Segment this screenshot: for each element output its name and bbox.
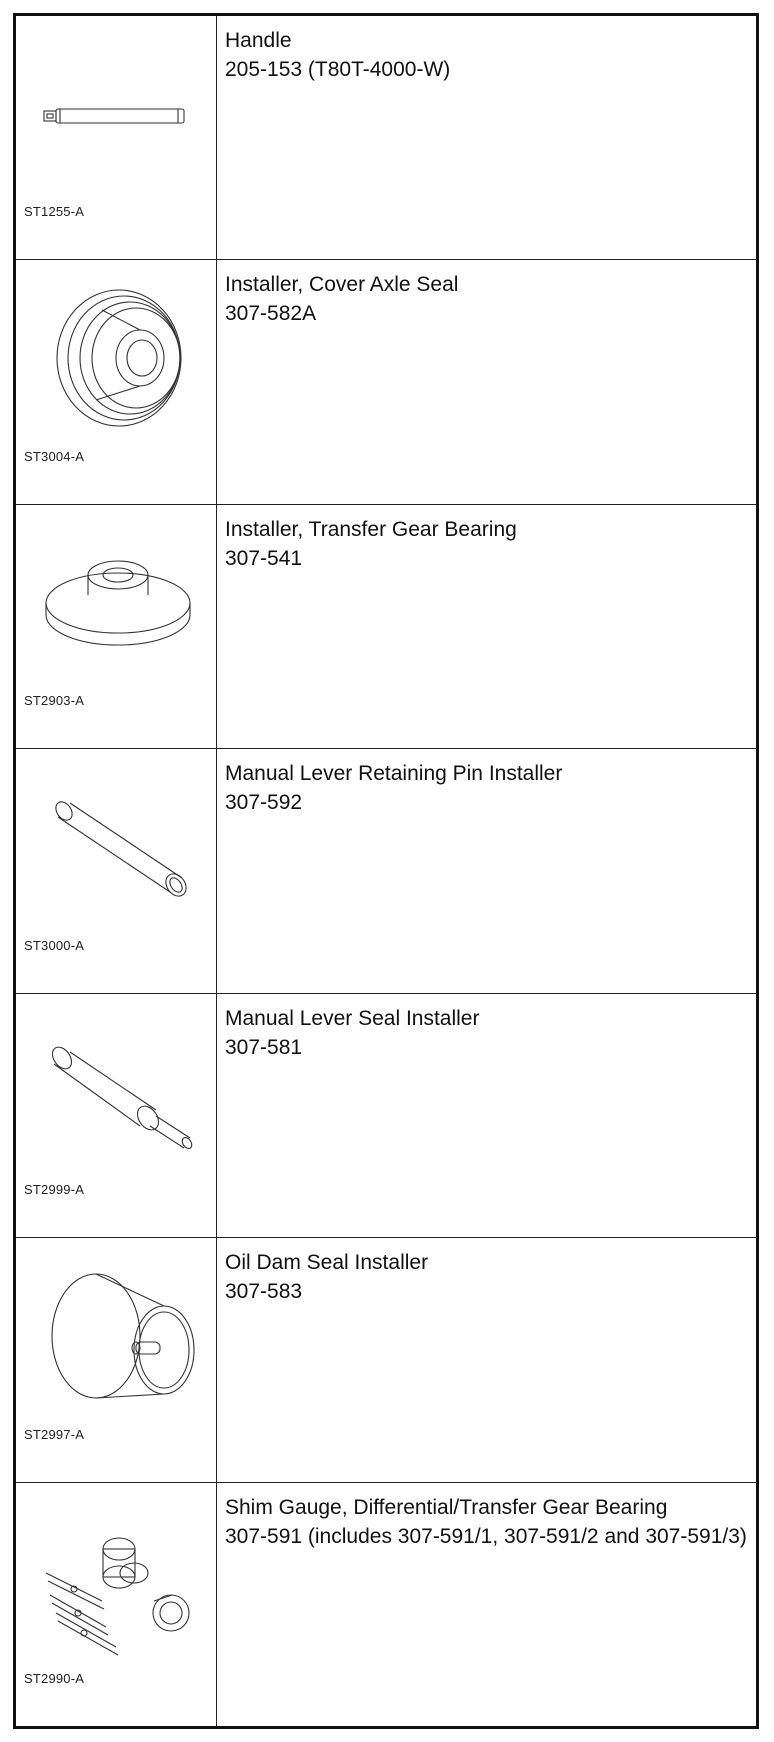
axle-seal-installer-icon — [24, 280, 208, 450]
tool-description-cell — [217, 505, 756, 748]
tool-row — [16, 1238, 756, 1482]
shim-gauge-set-icon — [24, 1503, 208, 1673]
bearing-installer-icon — [24, 525, 208, 695]
tool-description-cell — [217, 260, 756, 503]
tool-description-cell — [217, 1238, 756, 1481]
pin-installer-icon — [24, 769, 208, 939]
tool-number: 307-583 — [225, 1280, 303, 1304]
tool-illustration-code: ST2903-A — [24, 693, 85, 709]
tool-number: 205-153 (T80T-4000-W) — [225, 58, 451, 81]
tool-name: Manual Lever Retaining Pin Installer — [225, 762, 563, 786]
tool-row — [16, 16, 756, 260]
tool-name: Installer, Transfer Gear Bearing — [225, 517, 517, 541]
tool-illustration-cell — [16, 16, 217, 259]
tool-illustration-cell — [16, 994, 217, 1237]
tool-number: 307-541 — [225, 546, 303, 570]
tool-illustration-cell — [16, 749, 217, 992]
tool-illustration-code: ST2999-A — [24, 1182, 85, 1198]
lever-seal-installer-icon — [24, 1014, 208, 1184]
tool-name: Oil Dam Seal Installer — [225, 1251, 429, 1275]
special-tools-table — [13, 13, 759, 1729]
tool-illustration-cell — [16, 260, 217, 503]
tool-number: 307-582A — [225, 302, 317, 326]
tool-description-cell — [217, 16, 756, 259]
tool-description-cell — [217, 749, 756, 992]
tool-row — [16, 505, 756, 749]
tool-illustration-code: ST3004-A — [24, 448, 85, 464]
tool-illustration-cell — [16, 1238, 217, 1481]
tool-illustration-code: ST2990-A — [24, 1670, 85, 1686]
tool-row — [16, 260, 756, 504]
tool-number: 307-581 — [225, 1035, 303, 1059]
tool-illustration-cell — [16, 1483, 217, 1726]
tool-description-cell — [217, 1483, 756, 1726]
handle-tool-icon — [24, 36, 208, 206]
tool-illustration-code: ST2997-A — [24, 1426, 85, 1442]
oil-dam-seal-installer-icon — [24, 1258, 208, 1428]
tool-row — [16, 1483, 756, 1726]
tool-number: 307-591 (includes 307-591/1, 307-591/2 and 307-591/3) — [225, 1524, 747, 1548]
tool-name: Shim Gauge, Differential/Transfer Gear Bearing — [225, 1495, 668, 1519]
tool-row — [16, 994, 756, 1238]
tool-name: Installer, Cover Axle Seal — [225, 273, 459, 297]
tool-number: 307-592 — [225, 791, 303, 815]
tool-illustration-cell — [16, 505, 217, 748]
tool-illustration-code: ST3000-A — [24, 937, 85, 953]
tool-row — [16, 749, 756, 993]
tool-illustration-code: ST1255-A — [24, 204, 85, 220]
tool-name: Handle — [225, 29, 292, 52]
tool-name: Manual Lever Seal Installer — [225, 1006, 480, 1030]
tool-description-cell — [217, 994, 756, 1237]
